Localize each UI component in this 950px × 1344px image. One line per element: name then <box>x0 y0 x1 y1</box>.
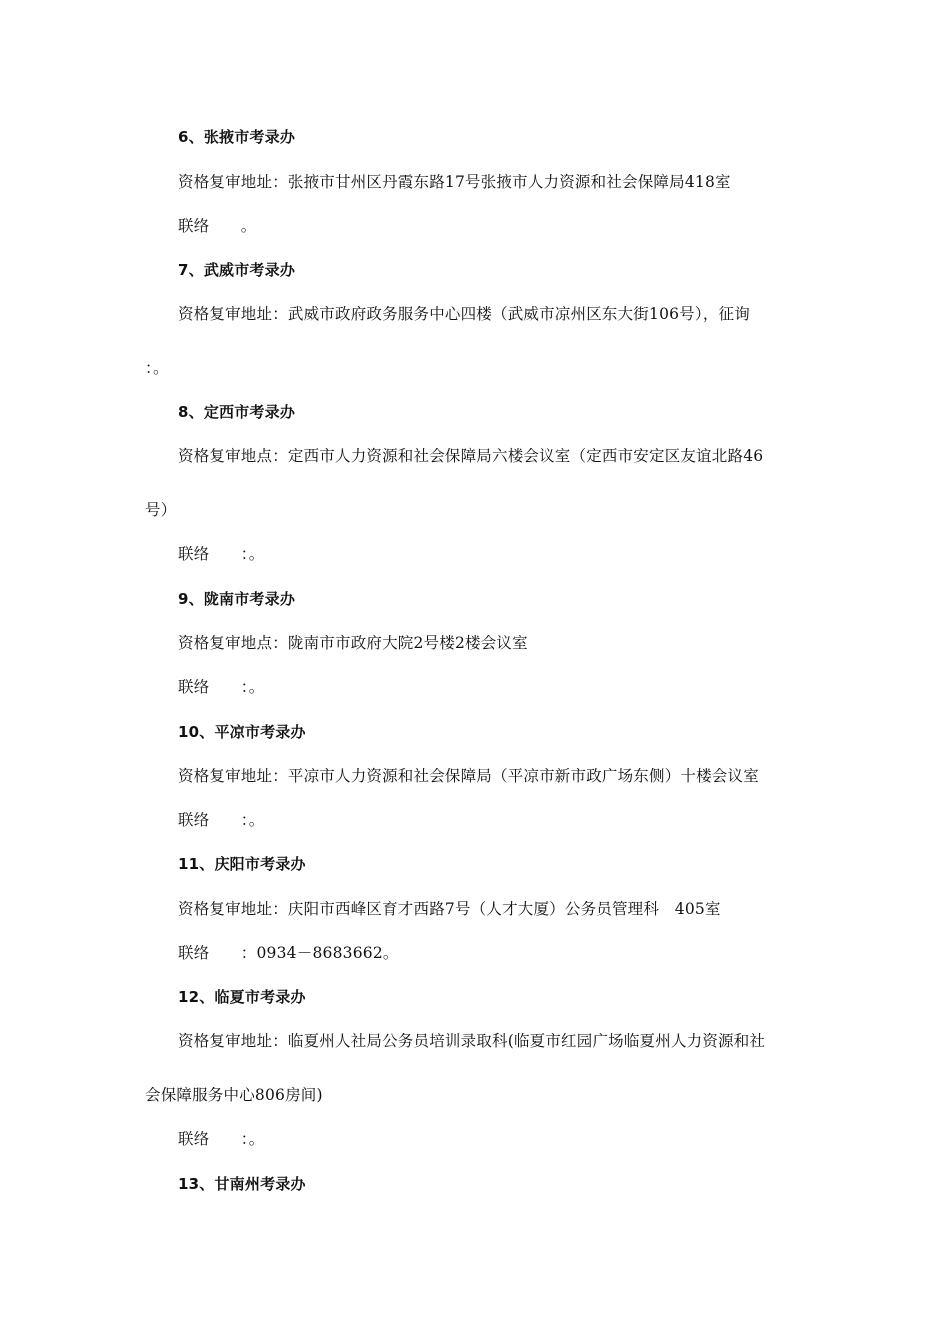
section-heading-linxia: 12、临夏市考录办 <box>178 988 306 1006</box>
section-heading-longnan: 9、陇南市考录办 <box>178 590 296 608</box>
contact-longnan: 联络 ：。 <box>178 678 265 696</box>
section-heading-dingxi: 8、定西市考录办 <box>178 403 296 421</box>
address-dingxi-line2: 号） <box>145 501 177 519</box>
section-heading-wuwei: 7、武威市考录办 <box>178 261 296 279</box>
section-heading-pingliang: 10、平凉市考录办 <box>178 723 306 741</box>
address-longnan: 资格复审地点：陇南市市政府大院2号楼2楼会议室 <box>178 634 528 652</box>
section-heading-gannan: 13、甘南州考录办 <box>178 1175 306 1193</box>
address-dingxi-line1: 资格复审地点：定西市人力资源和社会保障局六楼会议室（定西市安定区友谊北路46 <box>178 447 764 465</box>
address-linxia-line2: 会保障服务中心806房间) <box>145 1086 323 1104</box>
contact-dingxi: 联络 ：。 <box>178 545 265 563</box>
contact-zhangye: 联络 。 <box>178 217 257 235</box>
address-wuwei-line2: ：。 <box>145 359 169 377</box>
section-heading-qingyang: 11、庆阳市考录办 <box>178 855 306 873</box>
section-heading-zhangye: 6、张掖市考录办 <box>178 128 296 146</box>
contact-linxia: 联络 ：。 <box>178 1130 265 1148</box>
address-qingyang: 资格复审地址：庆阳市西峰区育才西路7号（人才大厦）公务员管理科 405室 <box>178 900 721 918</box>
address-linxia-line1: 资格复审地址：临夏州人社局公务员培训录取科(临夏市红园广场临夏州人力资源和社 <box>178 1032 766 1050</box>
contact-pingliang: 联络 ：。 <box>178 811 265 829</box>
address-wuwei-line1: 资格复审地址：武威市政府政务服务中心四楼（武威市凉州区东大街106号），征询 <box>178 305 750 323</box>
address-pingliang: 资格复审地址：平凉市人力资源和社会保障局（平凉市新市政广场东侧）十楼会议室 <box>178 767 759 785</box>
address-zhangye: 资格复审地址：张掖市甘州区丹霞东路17号张掖市人力资源和社会保障局418室 <box>178 173 731 191</box>
contact-qingyang: 联络 ：0934－8683662。 <box>178 944 399 962</box>
